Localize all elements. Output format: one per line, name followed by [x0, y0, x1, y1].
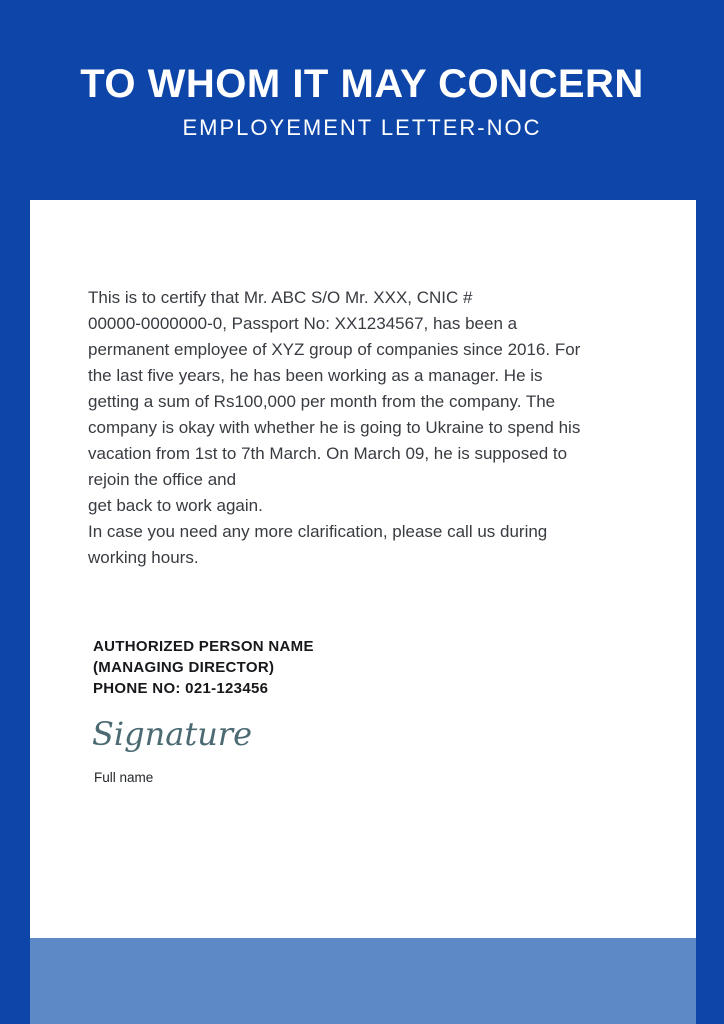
footer-band	[30, 938, 696, 1024]
letter-card	[30, 200, 696, 1024]
signature-caption: Full name	[94, 770, 154, 785]
page-title: TO WHOM IT MAY CONCERN	[80, 62, 644, 106]
letter-body-line: get back to work again.	[88, 496, 263, 515]
letter-body-line: This is to certify that Mr. ABC S/O Mr. XXX, CNIC #	[88, 288, 473, 307]
signatory-block	[93, 636, 314, 699]
letter-body-line: In case you need any more clarification, please call us during	[88, 522, 548, 541]
signature-script: Signature	[92, 715, 253, 753]
page-subtitle: EMPLOYEMENT LETTER-NOC	[182, 115, 542, 140]
letter-body-line: company is okay with whether he is going to Ukraine to spend his	[88, 418, 581, 437]
letter-body-line: getting a sum of Rs100,000 per month from the company. The	[88, 392, 556, 411]
signatory-designation: (MANAGING DIRECTOR)	[93, 659, 275, 676]
letter-header	[0, 0, 724, 200]
letter-body	[88, 285, 580, 571]
signatory-name: AUTHORIZED PERSON NAME	[93, 638, 314, 655]
letter-body-line: rejoin the office and	[88, 470, 237, 489]
letter-body-line: 00000-0000000-0, Passport No: XX1234567, has been a	[88, 314, 518, 333]
signatory-phone: PHONE NO: 021-123456	[93, 680, 269, 697]
letter-body-line: working hours.	[88, 548, 199, 567]
letter-body-line: the last five years, he has been working as a manager. He is	[88, 366, 543, 385]
letter-body-line: vacation from 1st to 7th March. On March 09, he is supposed to	[88, 444, 568, 463]
letter-body-line: permanent employee of XYZ group of companies since 2016. For	[88, 340, 581, 359]
